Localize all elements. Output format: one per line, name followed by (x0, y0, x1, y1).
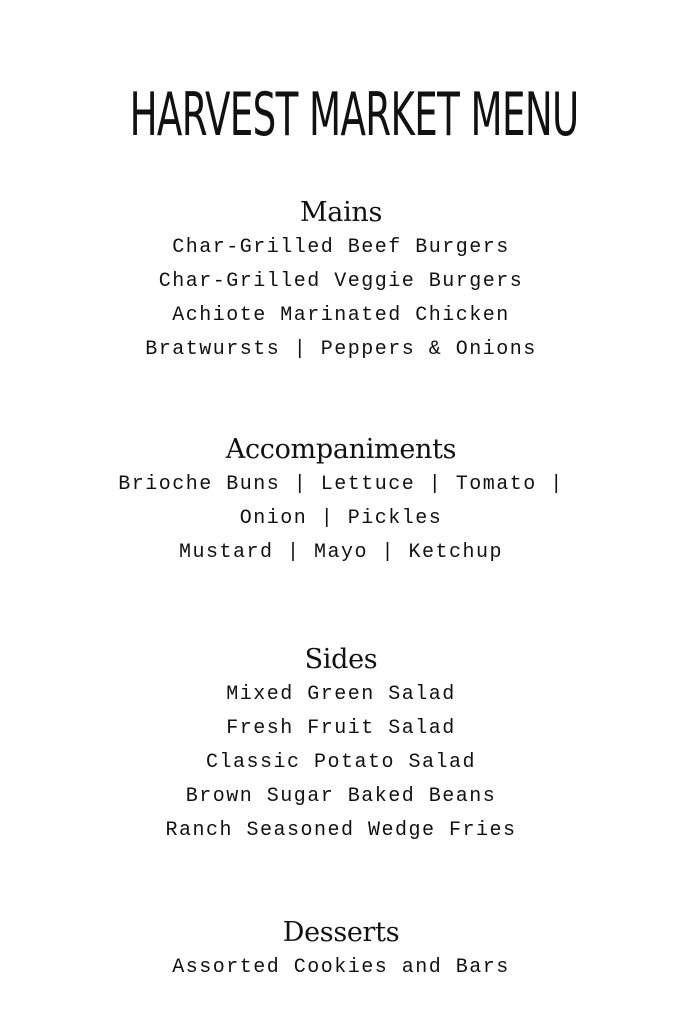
menu-item: Char-Grilled Veggie Burgers (158, 270, 524, 293)
menu-item: Fresh Fruit Salad (226, 717, 456, 740)
section-accompaniments (0, 432, 682, 570)
section-mains (0, 195, 682, 367)
menu-item: Onion | Pickles (239, 507, 443, 530)
menu-item: Mixed Green Salad (226, 683, 456, 706)
menu-item: Char-Grilled Beef Burgers (172, 236, 510, 259)
section-desserts (0, 915, 682, 985)
menu-item: Ranch Seasoned Wedge Fries (165, 819, 517, 842)
menu-item: Achiote Marinated Chicken (172, 304, 510, 327)
menu-item: Bratwursts | Peppers & Onions (145, 338, 537, 361)
sides-list (0, 678, 682, 848)
menu-item: Brown Sugar Baked Beans (185, 785, 497, 808)
section-sides (0, 642, 682, 848)
mains-list (0, 231, 682, 367)
section-heading-desserts: Desserts (282, 917, 400, 948)
accompaniments-list (0, 468, 682, 570)
menu-item: Mustard | Mayo | Ketchup (178, 541, 504, 564)
menu-item: Assorted Cookies and Bars (172, 956, 510, 979)
menu-item: Brioche Buns | Lettuce | Tomato | (118, 473, 564, 496)
section-heading-mains: Mains (299, 197, 383, 228)
menu-item: Classic Potato Salad (205, 751, 477, 774)
section-heading-sides: Sides (304, 644, 378, 675)
section-heading-accompaniments: Accompaniments (225, 434, 457, 465)
menu-title: HARVEST MARKET MENU (129, 80, 579, 150)
desserts-list (0, 951, 682, 985)
